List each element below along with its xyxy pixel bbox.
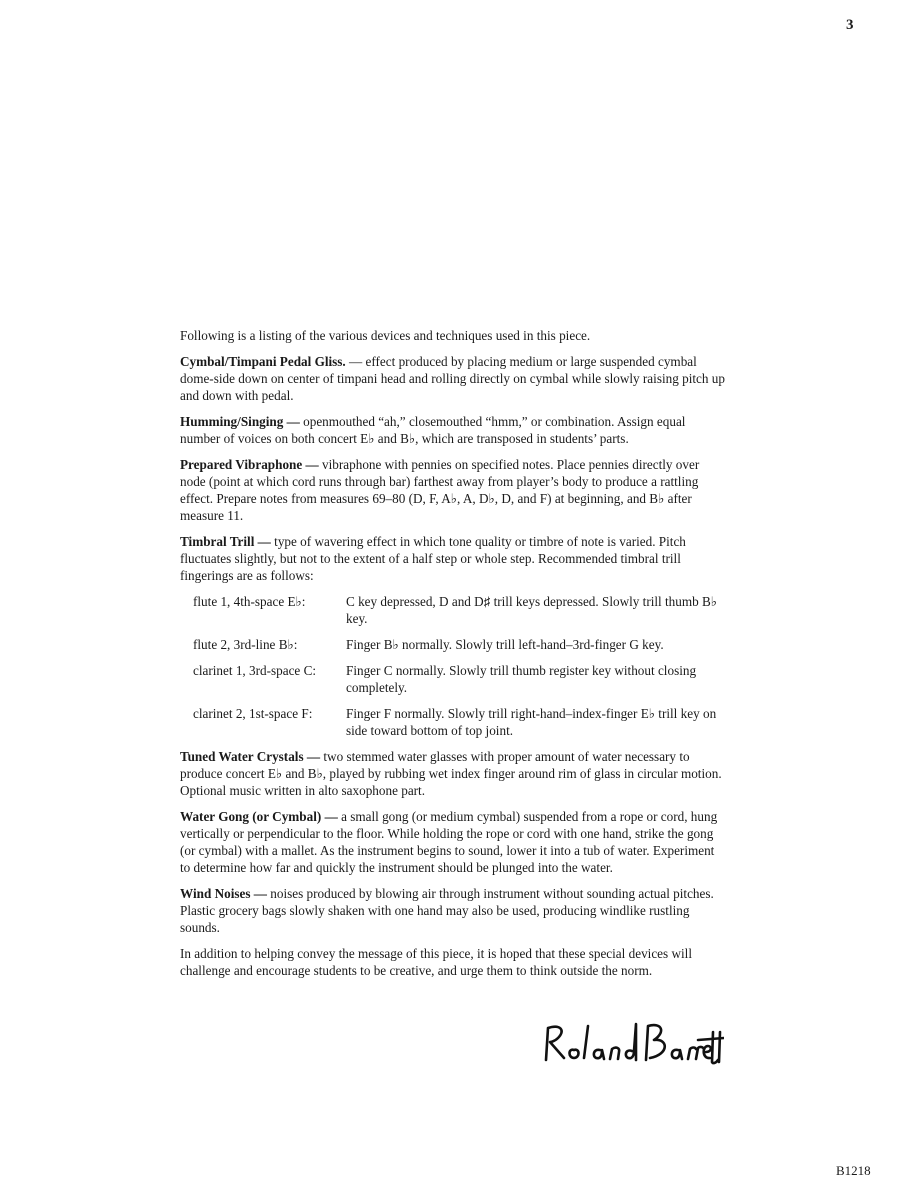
fingering-instruction: Finger F normally. Slowly trill right-hand–index-finger E♭ trill key on side toward bottom of top joint.	[346, 706, 717, 738]
entry-description: — effect produced by placing medium or large suspended cymbal dome-side down on center of timpani head and rolling directly on cymbal while slowly raising pitch up and down with pedal.	[180, 354, 725, 403]
entry-description: noises produced by blowing air through instrument without sounding actual pitches. Plastic grocery bags slowly shaken with one hand may also be used, producing windlike rustling sounds.	[180, 886, 714, 935]
entry-term: Tuned Water Crystals —	[180, 749, 321, 764]
fingering-instrument: clarinet 1, 3rd-space C:	[193, 663, 317, 678]
entry-water-gong	[180, 808, 725, 876]
entry-term: Wind Noises —	[180, 886, 267, 901]
entry-term: Water Gong (or Cymbal) —	[180, 809, 338, 824]
entry-description: vibraphone with pennies on specified notes. Place pennies directly over node (point at which cord runs through bar) farthest away from player’s body to produce a rattling effect. Prepare notes from measures 69–80 (D, F, A♭, A, D♭, D, and F) at beginning, and B♭ after measure 11.	[180, 457, 700, 523]
closing-paragraph: In addition to helping convey the message of this piece, it is hoped that these special devices will challenge and encourage students to be creative, and urge them to think outside the norm.	[180, 946, 692, 978]
intro-paragraph: Following is a listing of the various devices and techniques used in this piece.	[180, 328, 591, 343]
entry-description: openmouthed “ah,” closemouthed “hmm,” or combination. Assign equal number of voices on both concert E♭ and B♭, which are transposed in students’ parts.	[180, 414, 686, 446]
entry-description: a small gong (or medium cymbal) suspended from a rope or cord, hung vertically or perpendicular to the floor. While holding the rope or cord with one hand, strike the gong (or cymbal) with a mallet. As the instrument begins to sound, lower it into a tub of water. Experiment to determine how far and quickly the instrument should be plunged into the water.	[180, 809, 718, 875]
fingering-instrument: clarinet 2, 1st-space F:	[193, 706, 313, 721]
entry-term: Cymbal/Timpani Pedal Gliss.	[180, 354, 346, 369]
fingering-row	[193, 636, 725, 653]
fingering-table	[193, 593, 725, 739]
fingering-instruction: Finger C normally. Slowly trill thumb register key without closing completely.	[346, 663, 697, 695]
fingering-row	[193, 593, 725, 627]
signature-icon	[538, 1018, 724, 1068]
entry-term: Timbral Trill —	[180, 534, 271, 549]
entry-description: two stemmed water glasses with proper amount of water necessary to produce concert E♭ and B♭, played by rubbing wet index finger around rim of glass in circular motion. Optional music written in alto saxophone part.	[180, 749, 722, 798]
device-listing	[180, 327, 725, 988]
entry-prepared-vibraphone	[180, 456, 725, 524]
entry-tuned-water-crystals	[180, 748, 725, 799]
catalog-number: B1218	[836, 1163, 871, 1178]
entry-cymbal-timpani-gliss	[180, 353, 725, 404]
entry-timbral-trill	[180, 533, 725, 584]
entry-wind-noises	[180, 885, 725, 936]
fingering-instrument: flute 1, 4th-space E♭:	[193, 594, 306, 609]
entry-description: type of wavering effect in which tone quality or timbre of note is varied. Pitch fluctuates slightly, but not to the extent of a half step or whole step. Recommended timbral trill fingerings are as follows:	[180, 534, 686, 583]
fingering-row	[193, 705, 725, 739]
entry-term: Humming/Singing —	[180, 414, 300, 429]
entry-humming-singing	[180, 413, 725, 447]
entry-term: Prepared Vibraphone —	[180, 457, 319, 472]
fingering-instruction: Finger B♭ normally. Slowly trill left-hand–3rd-finger G key.	[346, 637, 664, 652]
page-number: 3	[846, 17, 854, 33]
fingering-instruction: C key depressed, D and D♯ trill keys depressed. Slowly trill thumb B♭ key.	[346, 594, 718, 626]
fingering-row	[193, 662, 725, 696]
fingering-instrument: flute 2, 3rd-line B♭:	[193, 637, 298, 652]
